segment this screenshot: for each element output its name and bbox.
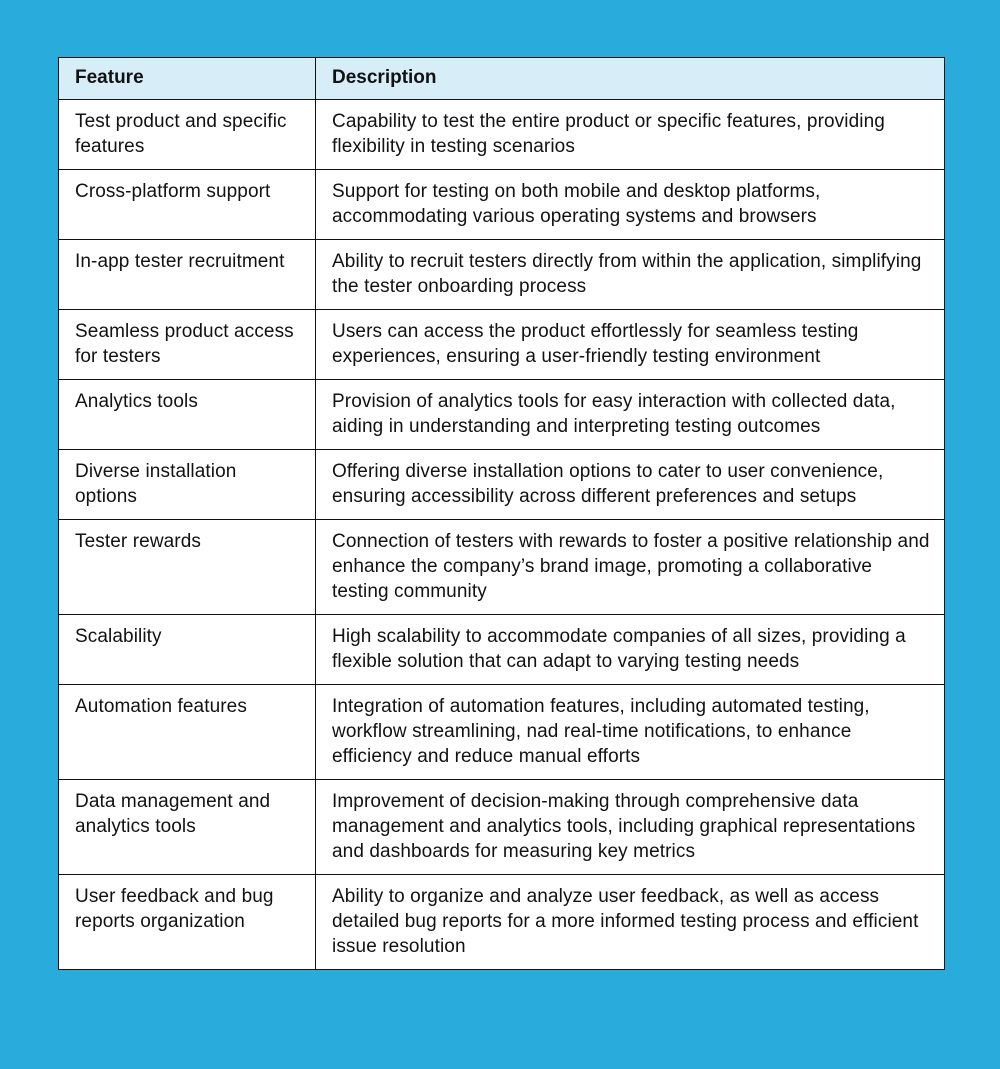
column-header-description: Description	[316, 58, 945, 100]
description-cell: Ability to organize and analyze user feedback, as well as access detailed bug reports for a more informed testing process and efficient issue resolution	[316, 875, 945, 970]
description-cell: Ability to recruit testers directly from within the application, simplifying the tester onboarding process	[316, 240, 945, 310]
feature-cell: In-app tester recruitment	[59, 240, 316, 310]
description-cell: Offering diverse installation options to cater to user convenience, ensuring accessibility across different preferences and setups	[316, 450, 945, 520]
table-row	[59, 685, 945, 780]
table-row	[59, 450, 945, 520]
description-cell: Provision of analytics tools for easy interaction with collected data, aiding in understanding and interpreting testing outcomes	[316, 380, 945, 450]
feature-cell: User feedback and bug reports organization	[59, 875, 316, 970]
feature-cell: Automation features	[59, 685, 316, 780]
table-row	[59, 100, 945, 170]
description-cell: Support for testing on both mobile and desktop platforms, accommodating various operating systems and browsers	[316, 170, 945, 240]
table-row	[59, 875, 945, 970]
description-cell: Capability to test the entire product or specific features, providing flexibility in testing scenarios	[316, 100, 945, 170]
feature-cell: Data management and analytics tools	[59, 780, 316, 875]
feature-cell: Scalability	[59, 615, 316, 685]
description-cell: High scalability to accommodate companies of all sizes, providing a flexible solution that can adapt to varying testing needs	[316, 615, 945, 685]
feature-comparison-table	[58, 57, 945, 970]
feature-comparison-table-container	[58, 57, 944, 970]
description-cell: Users can access the product effortlessly for seamless testing experiences, ensuring a user-friendly testing environment	[316, 310, 945, 380]
table-row	[59, 380, 945, 450]
feature-cell: Seamless product access for testers	[59, 310, 316, 380]
table-row	[59, 780, 945, 875]
table-row	[59, 240, 945, 310]
column-header-feature: Feature	[59, 58, 316, 100]
feature-cell: Test product and specific features	[59, 100, 316, 170]
description-cell: Improvement of decision-making through comprehensive data management and analytics tools, including graphical representations and dashboards for measuring key metrics	[316, 780, 945, 875]
table-row	[59, 615, 945, 685]
table-header-row	[59, 58, 945, 100]
table-row	[59, 310, 945, 380]
description-cell: Connection of testers with rewards to foster a positive relationship and enhance the company’s brand image, promoting a collaborative testing community	[316, 520, 945, 615]
feature-cell: Diverse installation options	[59, 450, 316, 520]
feature-cell: Cross-platform support	[59, 170, 316, 240]
feature-cell: Analytics tools	[59, 380, 316, 450]
feature-cell: Tester rewards	[59, 520, 316, 615]
table-row	[59, 170, 945, 240]
table-body	[59, 100, 945, 970]
table-row	[59, 520, 945, 615]
description-cell: Integration of automation features, including automated testing, workflow streamlining, nad real-time notifications, to enhance efficiency and reduce manual efforts	[316, 685, 945, 780]
